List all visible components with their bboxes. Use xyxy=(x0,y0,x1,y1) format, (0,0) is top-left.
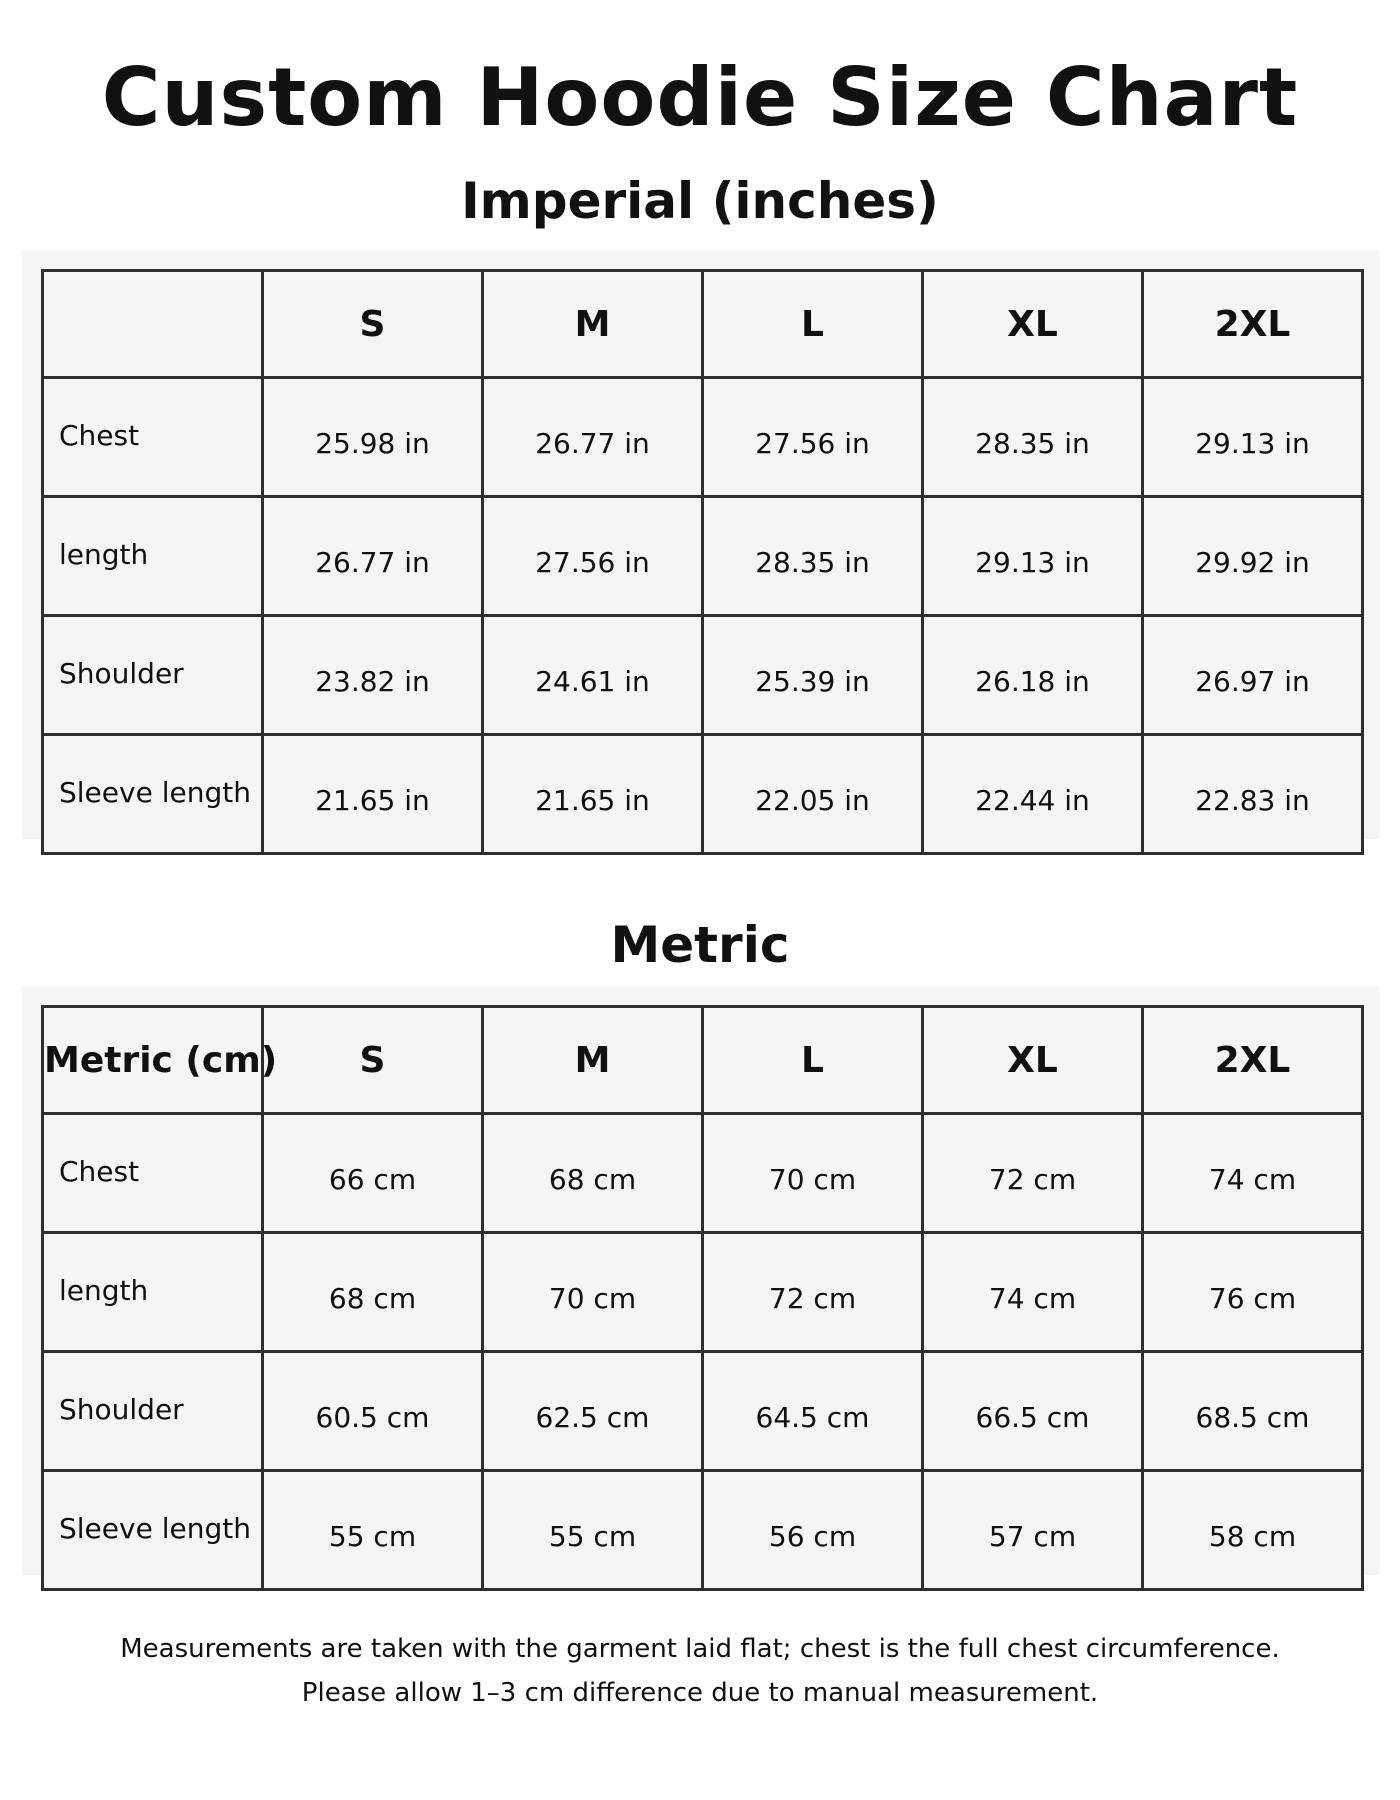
size-header-2xl: 2XL xyxy=(1143,271,1363,378)
table-cell: 22.83 in xyxy=(1143,735,1363,854)
table-cell: 27.56 in xyxy=(703,378,923,497)
table-cell: 55 cm xyxy=(263,1471,483,1590)
table-cell: 70 cm xyxy=(703,1114,923,1233)
imperial-heading: Imperial (inches) xyxy=(461,172,939,230)
table-cell: 68.5 cm xyxy=(1143,1352,1363,1471)
row-label-shoulder: Shoulder xyxy=(43,616,263,735)
table-cell: 68 cm xyxy=(483,1114,703,1233)
size-header-s: S xyxy=(263,271,483,378)
table-row xyxy=(43,1233,1363,1352)
table-cell: 60.5 cm xyxy=(263,1352,483,1471)
table-cell: 27.56 in xyxy=(483,497,703,616)
row-label-shoulder: Shoulder xyxy=(43,1352,263,1471)
table-row xyxy=(43,378,1363,497)
size-header-l: L xyxy=(703,271,923,378)
table-row xyxy=(43,1114,1363,1233)
table-cell: 57 cm xyxy=(923,1471,1143,1590)
row-label-chest: Chest xyxy=(43,378,263,497)
table-cell: 29.13 in xyxy=(1143,378,1363,497)
imperial-size-table xyxy=(41,269,1364,855)
table-cell: 56 cm xyxy=(703,1471,923,1590)
table-cell: 28.35 in xyxy=(923,378,1143,497)
table-cell: 26.77 in xyxy=(483,378,703,497)
table-cell: 26.77 in xyxy=(263,497,483,616)
table-cell: 74 cm xyxy=(923,1233,1143,1352)
table-row xyxy=(43,616,1363,735)
page-title: Custom Hoodie Size Chart xyxy=(101,51,1299,144)
table-row xyxy=(43,1352,1363,1471)
table-cell: 70 cm xyxy=(483,1233,703,1352)
table-row xyxy=(43,735,1363,854)
size-header-xl: XL xyxy=(923,1007,1143,1114)
table-cell: 64.5 cm xyxy=(703,1352,923,1471)
table-cell: 26.18 in xyxy=(923,616,1143,735)
table-cell: 74 cm xyxy=(1143,1114,1363,1233)
table-cell: 22.05 in xyxy=(703,735,923,854)
metric-heading: Metric xyxy=(610,916,790,974)
table-cell: 23.82 in xyxy=(263,616,483,735)
table-cell: 25.98 in xyxy=(263,378,483,497)
table-cell: 66 cm xyxy=(263,1114,483,1233)
size-header-m: M xyxy=(483,1007,703,1114)
table-cell: 29.13 in xyxy=(923,497,1143,616)
table-row xyxy=(43,497,1363,616)
table-cell: 21.65 in xyxy=(483,735,703,854)
table-row xyxy=(43,1471,1363,1590)
table-cell: 28.35 in xyxy=(703,497,923,616)
table-cell: 24.61 in xyxy=(483,616,703,735)
table-cell: 21.65 in xyxy=(263,735,483,854)
table-cell: 26.97 in xyxy=(1143,616,1363,735)
size-header-l: L xyxy=(703,1007,923,1114)
table-cell: 22.44 in xyxy=(923,735,1143,854)
table-cell: 25.39 in xyxy=(703,616,923,735)
size-header-m: M xyxy=(483,271,703,378)
row-label-chest: Chest xyxy=(43,1114,263,1233)
corner-header: Metric (cm) xyxy=(43,1007,263,1114)
size-header-s: S xyxy=(263,1007,483,1114)
table-header-row xyxy=(43,1007,1363,1114)
size-header-2xl: 2XL xyxy=(1143,1007,1363,1114)
metric-panel xyxy=(22,986,1380,1575)
corner-header xyxy=(43,271,263,378)
size-header-xl: XL xyxy=(923,271,1143,378)
table-cell: 72 cm xyxy=(923,1114,1143,1233)
table-cell: 62.5 cm xyxy=(483,1352,703,1471)
table-cell: 66.5 cm xyxy=(923,1352,1143,1471)
tolerance-note: Please allow 1–3 cm difference due to manual measurement. xyxy=(301,1678,1099,1708)
table-cell: 58 cm xyxy=(1143,1471,1363,1590)
row-label-sleeve-length: Sleeve length xyxy=(43,1471,263,1590)
table-cell: 68 cm xyxy=(263,1233,483,1352)
row-label-length: length xyxy=(43,497,263,616)
table-cell: 72 cm xyxy=(703,1233,923,1352)
imperial-panel xyxy=(22,250,1380,839)
row-label-sleeve-length: Sleeve length xyxy=(43,735,263,854)
row-label-length: length xyxy=(43,1233,263,1352)
table-cell: 29.92 in xyxy=(1143,497,1363,616)
table-header-row xyxy=(43,271,1363,378)
measurement-note: Measurements are taken with the garment laid flat; chest is the full chest circumference. xyxy=(120,1634,1280,1664)
table-cell: 76 cm xyxy=(1143,1233,1363,1352)
table-cell: 55 cm xyxy=(483,1471,703,1590)
metric-size-table xyxy=(41,1005,1364,1591)
